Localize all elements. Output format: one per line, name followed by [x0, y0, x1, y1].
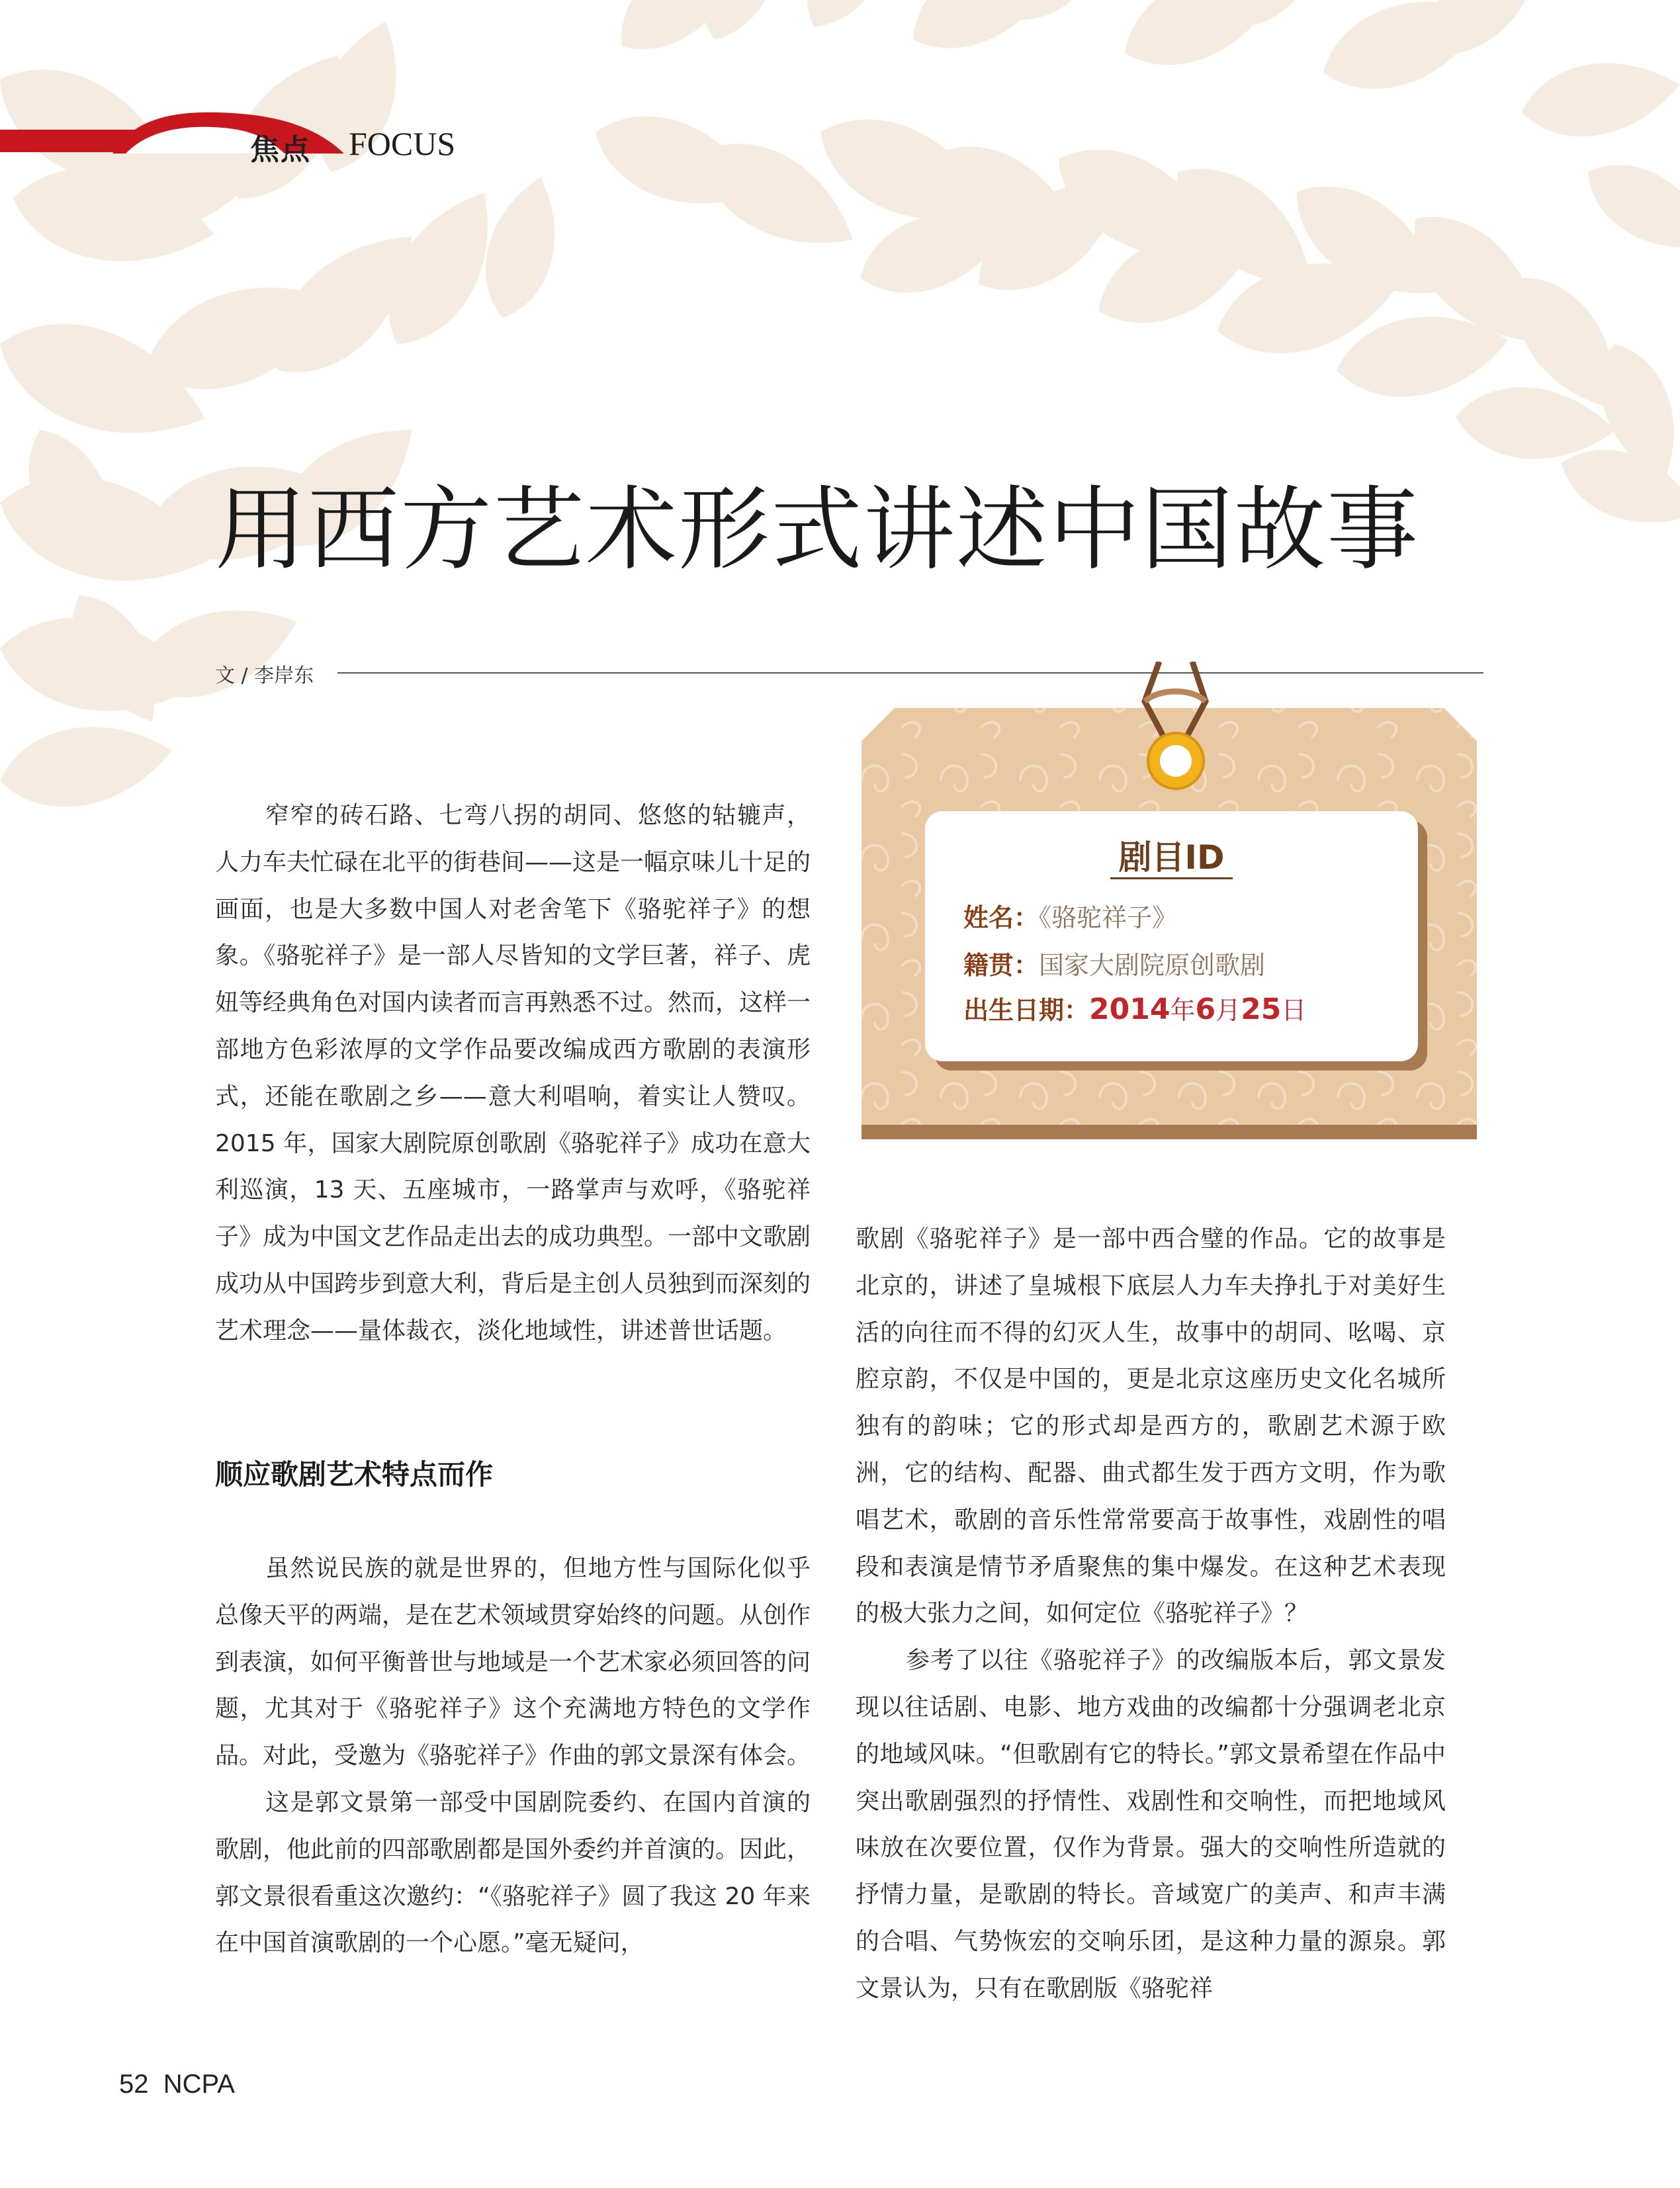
year-unit: 年	[1170, 996, 1196, 1025]
birth-month: 6	[1195, 992, 1216, 1026]
birth-day: 25	[1241, 992, 1282, 1026]
right-column-body	[856, 1216, 1446, 2013]
birth-year: 2014	[1089, 992, 1171, 1026]
id-card	[925, 811, 1418, 1061]
magazine-name: NCPA	[163, 2070, 235, 2099]
name-value: 《骆驼祥子》	[1039, 903, 1178, 932]
origin-value: 国家大剧院原创歌剧	[1039, 951, 1266, 980]
paragraph: 虽然说民族的就是世界的，但地方性与国际化似乎总像天平的两端，是在艺术领域贯穿始终的问题。从创作到表演，如何平衡普世与地域是一个艺术家必须回答的问题，尤其对于《骆驼祥子》这个充满地方特色的文学作品。对此，受邀为《骆驼祥子》作曲的郭文景深有体会。	[215, 1555, 811, 1770]
id-card-title-underline	[1110, 877, 1233, 879]
birth-label: 出生日期：	[963, 996, 1090, 1025]
paragraph: 歌剧《骆驼祥子》是一部中西合璧的作品。它的故事是北京的，讲述了皇城根下底层人力车夫挣扎于对美好生活的向往而不得的幻灭人生，故事中的胡同、吆喝、京腔京韵，不仅是中国的，更是北京这座历史文化名城所独有的韵味；它的形式却是西方的，歌剧艺术源于欧洲，它的结构、配器、曲式都生发于西方文明，作为歌唱艺术，歌剧的音乐性常常要高于故事性，戏剧性的唱段和表演是情节矛盾聚焦的集中爆发。在这种艺术表现的极大张力之间，如何定位《骆驼祥子》？	[856, 1225, 1446, 1628]
page-number: 52	[119, 2070, 149, 2099]
id-card-name-row	[963, 897, 1177, 934]
page-footer	[119, 2070, 235, 2099]
paragraph: 窄窄的砖石路、七弯八拐的胡同、悠悠的轱辘声，人力车夫忙碌在北平的街巷间——这是一幅京味儿十足的画面，也是大多数中国人对老舍笔下《骆驼祥子》的想象。《骆驼祥子》是一部人尽皆知的文学巨著，祥子、虎妞等经典角色对国内读者而言再熟悉不过。然而，这样一部地方色彩浓厚的文学作品要改编成西方歌剧的表演形式，还能在歌剧之乡——意大利唱响，着实让人赞叹。2015 年，国家大剧院原创歌剧《骆驼祥子》成功在意大利巡演，13 天、五座城市，一路掌声与欢呼，《骆驼祥子》成为中国文艺作品走出去的成功典型。一部中文歌剧成功从中国跨步到意大利，背后是主创人员独到而深刻的艺术理念——量体裁衣，淡化地域性，讲述普世话题。	[215, 802, 811, 1344]
section-label-zh: 焦点	[250, 133, 311, 167]
subheading: 顺应歌剧艺术特点而作	[215, 1458, 494, 1491]
article-byline: 文 / 李岸东	[215, 664, 314, 687]
name-label: 姓名：	[963, 903, 1039, 932]
paragraph: 参考了以往《骆驼祥子》的改编版本后，郭文景发现以往话剧、电影、地方戏曲的改编都十分强调老北京的地域风味。“但歌剧有它的特长。”郭文景希望在作品中突出歌剧强烈的抒情性、戏剧性和交响性，而把地域风味放在次要位置，仅作为背景。强大的交响性所造就的抒情力量，是歌剧的特长。音域宽广的美声、和声丰满的合唱、气势恢宏的交响乐团，是这种力量的源泉。郭文景认为，只有在歌剧版《骆驼祥	[856, 1647, 1446, 2002]
section-label-en: FOCUS	[349, 125, 456, 162]
id-card-title: 剧目ID	[1118, 838, 1225, 877]
origin-label: 籍贯：	[963, 951, 1039, 980]
article-title: 用西方艺术形式讲述中国故事	[215, 476, 1420, 583]
left-column-body	[215, 1546, 811, 1967]
day-unit: 日	[1281, 996, 1307, 1025]
id-card-origin-row	[963, 945, 1265, 981]
left-column-intro	[215, 793, 811, 1355]
id-card-birth-row	[963, 990, 1306, 1026]
month-unit: 月	[1216, 996, 1241, 1025]
paragraph: 这是郭文景第一部受中国剧院委约、在国内首演的歌剧，他此前的四部歌剧都是国外委约并首演的。因此，郭文景很看重这次邀约：“《骆驼祥子》圆了我这 20 年来在中国首演歌剧的一个心愿。”毫无疑问，	[215, 1788, 811, 1957]
